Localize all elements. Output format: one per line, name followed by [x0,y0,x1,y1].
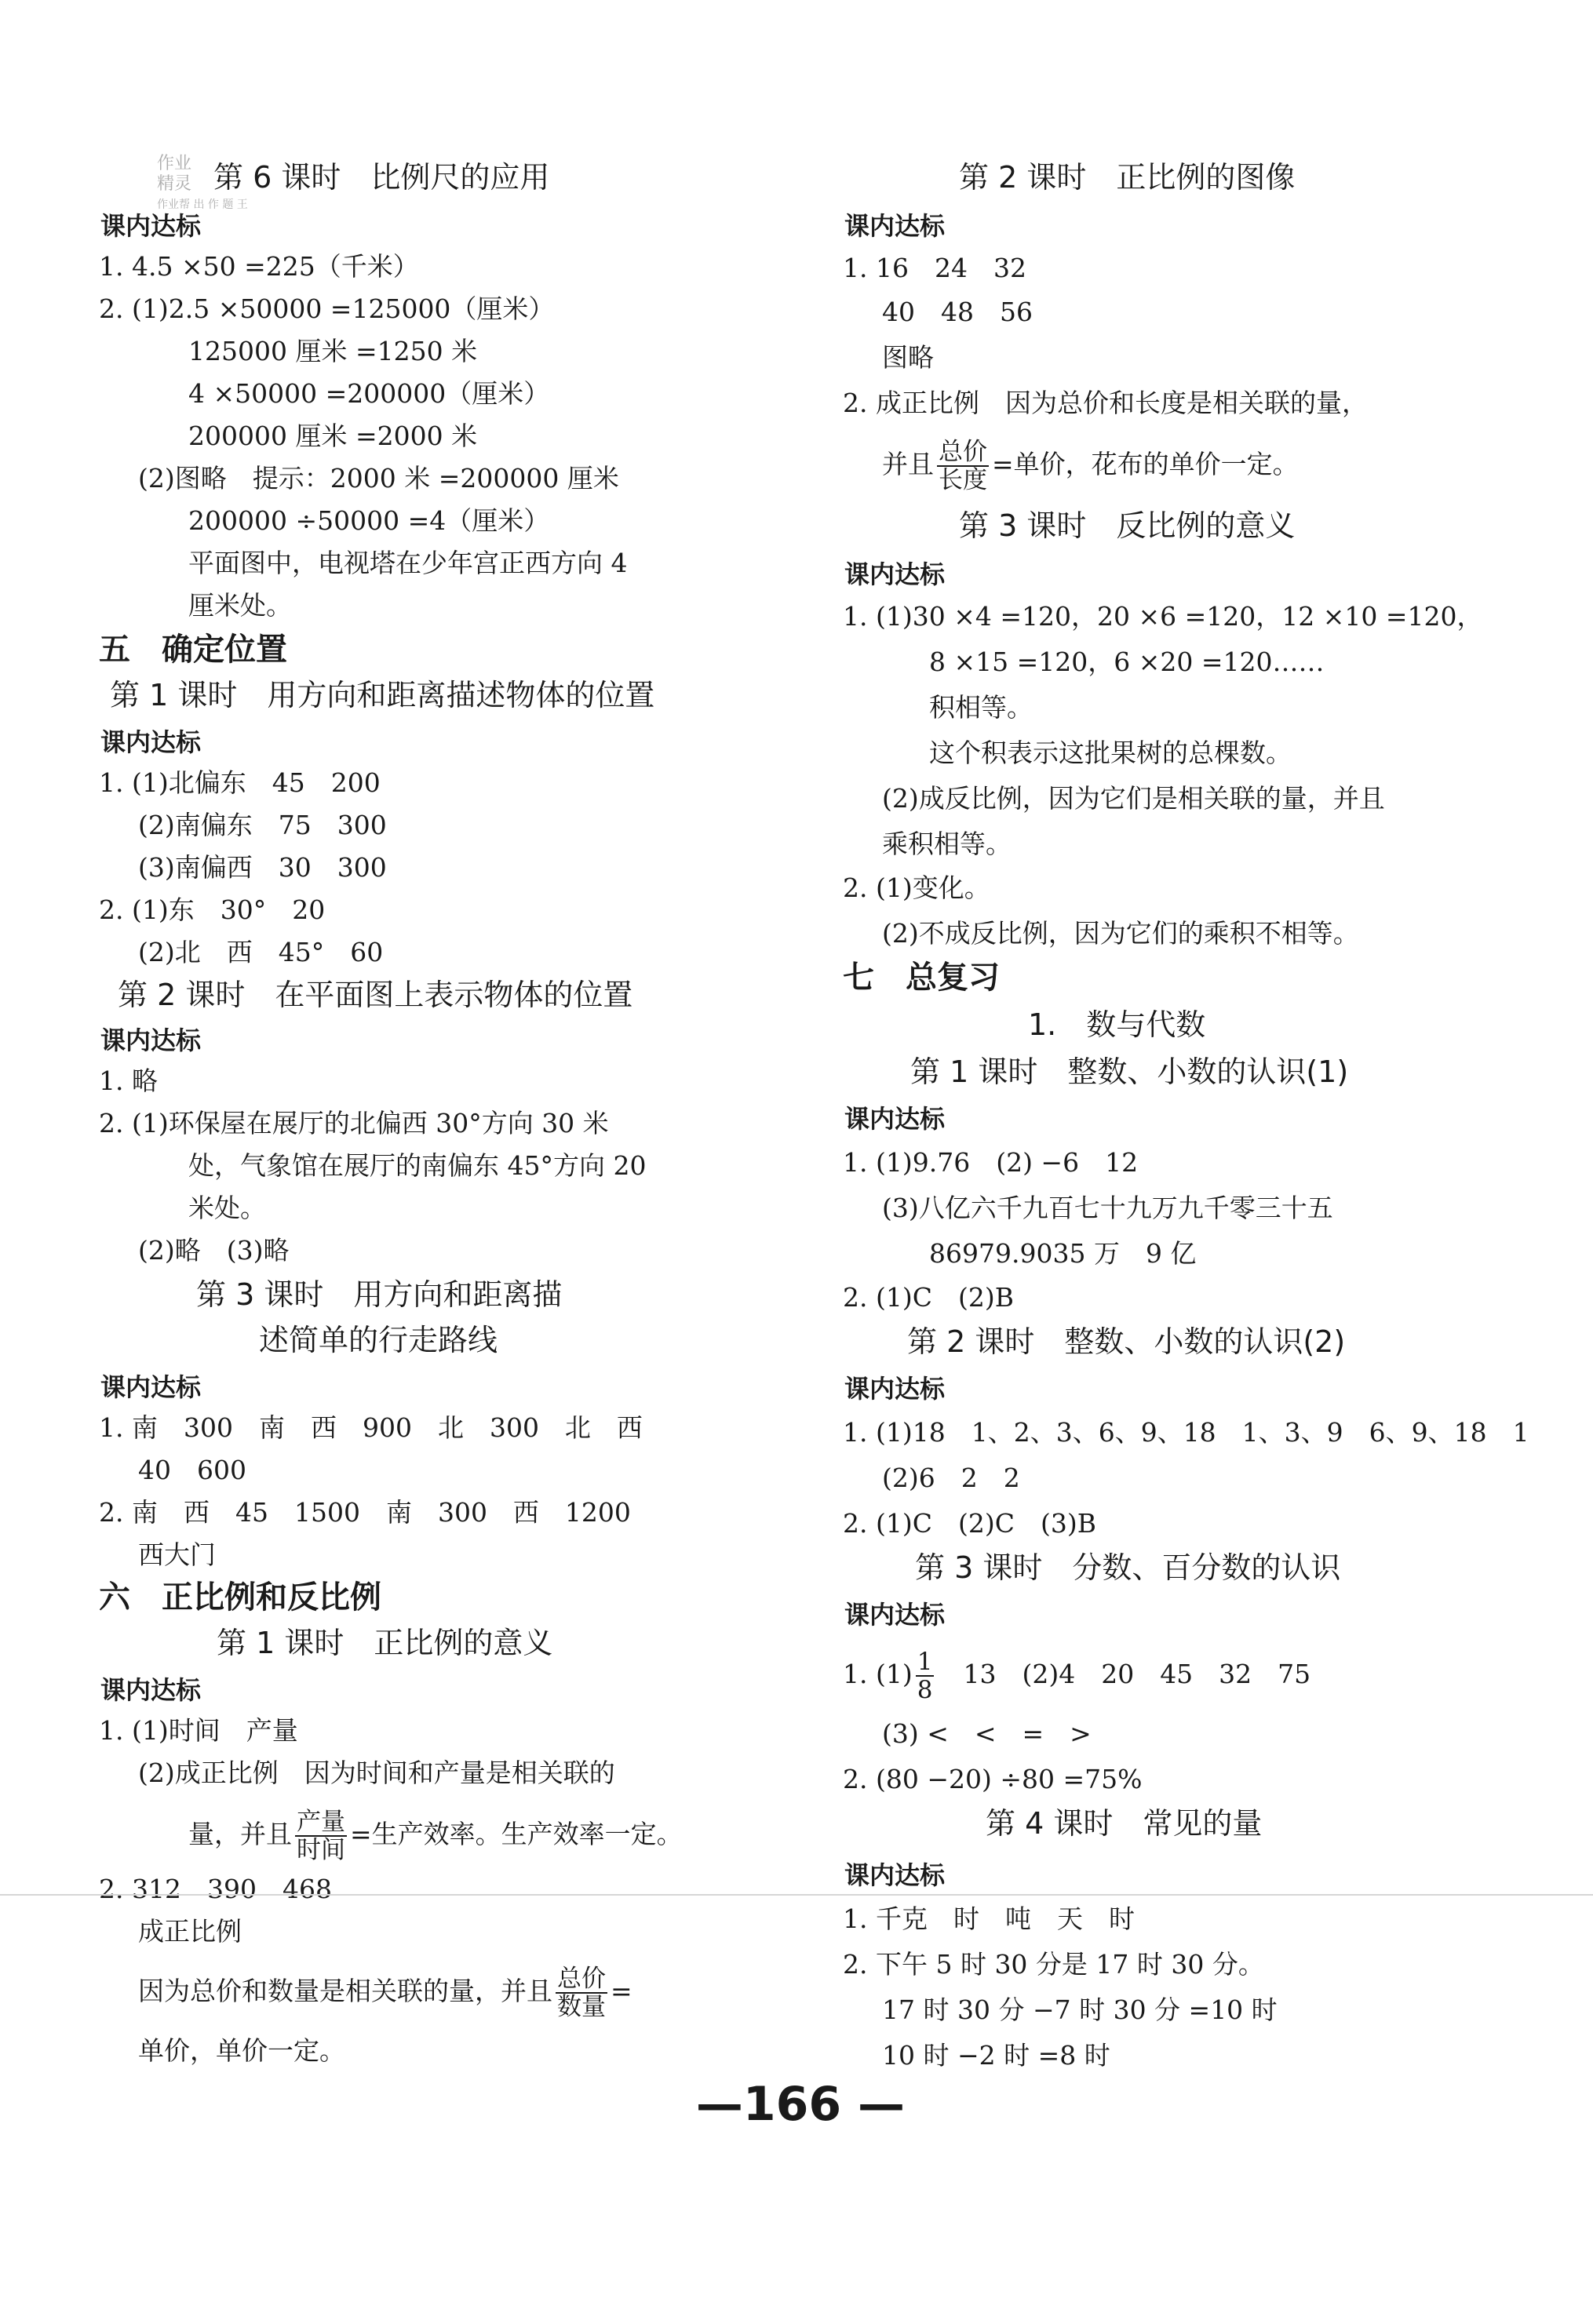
answer-line: 200000 ÷50000 =4（厘米） [188,505,550,536]
subheading: 课内达标 [100,727,202,757]
lesson-title: 第 2 课时 正比例的图像 [959,160,1296,195]
answer-line: (2)成正比例 因为时间和产量是相关联的 [138,1758,615,1788]
answer-line: 1. (1)北偏东 45 200 [99,767,381,798]
section-title: 五 确定位置 [99,632,287,668]
answer-line: 2. (1)C (2)C (3)B [843,1508,1096,1539]
lesson-title: 第 4 课时 常见的量 [986,1806,1263,1841]
answer-line: 乘积相等。 [882,829,1012,859]
page-fold-line [0,1894,1593,1896]
answer-line: 2. 成正比例 因为总价和长度是相关联的量， [843,388,1368,418]
answer-line: (3) < < = > [882,1718,1092,1749]
answer-line: 10 时 −2 时 =8 时 [882,2040,1110,2071]
answer-line: (2)北 西 45° 60 [138,937,384,967]
lesson-title: 第 2 课时 在平面图上表示物体的位置 [118,978,633,1012]
answer-line: 1. (1)18 1、2、3、6、9、18 1、3、9 6、9、18 1 [843,1417,1529,1448]
answer-line: 2. (1)环保屋在展厅的北偏西 30°方向 30 米 [99,1108,609,1138]
answer-line: 厘米处。 [188,590,292,621]
left-column [0,0,753,2324]
answer-line: 1. (1)30 ×4 =120，20 ×6 =120，12 ×10 =120， [843,601,1483,632]
fraction: $\frac{\text{总价}}{\text{数量}}$ [557,1965,606,2021]
subheading: 课内达标 [844,211,946,241]
answer-line: 8 ×15 =120，6 ×20 =120…… [929,647,1325,677]
answer-line: 成正比例 [138,1916,242,1947]
page-number: —166 — [695,2077,906,2132]
lesson-title: 第 1 课时 正比例的意义 [217,1626,553,1660]
subheading: 课内达标 [844,1104,946,1134]
answer-line: (2)图略 提示：2000 米 =200000 厘米 [138,463,619,494]
answer-line: 1. 千克 时 吨 天 时 [843,1903,1135,1934]
answer-line: 1. (1)9.76 (2) −6 12 [843,1147,1139,1178]
subheading: 课内达标 [844,1860,946,1890]
section-title: 六 正比例和反比例 [99,1579,381,1616]
answer-line: 单价，单价一定。 [138,2035,345,2066]
answer-line: (2)6 2 2 [882,1463,1020,1493]
subheading: 课内达标 [100,1372,202,1402]
lesson-title: 第 2 课时 整数、小数的认识(2) [907,1324,1346,1359]
answer-line: 1. (1)时间 产量 [99,1715,298,1746]
lesson-title: 第 3 课时 用方向和距离描 [196,1277,563,1312]
answer-line: 图略 [882,342,934,373]
fraction: $\frac{\text{总价}}{\text{长度}}$ [939,438,987,494]
answer-line: 2. (1)变化。 [843,872,990,903]
answer-line: (2)南偏东 75 300 [138,810,387,840]
subheading: 课内达标 [100,211,202,241]
answer-line: 2. 下午 5 时 30 分是 17 时 30 分。 [843,1949,1264,1980]
answer-line: 40 48 56 [882,297,1033,327]
answer-line: 17 时 30 分 −7 时 30 分 =10 时 [882,1994,1278,2025]
right-column [793,0,1546,2324]
answer-line: 40 600 [138,1455,246,1485]
subheading: 课内达标 [844,1374,946,1404]
answer-line-fraction: 量，并且 $\frac{\text{产量}}{\text{时间}}$ =生产效率。生产效率一定。 [188,1808,683,1864]
answer-line: 平面图中，电视塔在少年宫正西方向 4 [188,548,628,578]
answer-line-fraction: 1. (1) $\frac{1}{8}$ 13 (2)4 20 45 32 75 [843,1648,1311,1704]
lesson-title: 第 6 课时 比例尺的应用 [213,160,550,195]
answer-line-fraction: 并且 $\frac{\text{总价}}{\text{长度}}$ =单价，花布的单价一定。 [882,438,1299,494]
answer-line: 2. (1)C (2)B [843,1282,1014,1313]
answer-line: (3)八亿六千九百七十九万九千零三十五 [882,1193,1333,1223]
answer-line: 86979.9035 万 9 亿 [929,1238,1197,1269]
subsection-title: 1. 数与代数 [1028,1007,1206,1042]
subheading: 课内达标 [100,1675,202,1705]
answer-line: 1. 4.5 ×50 =225（千米） [99,251,419,282]
fraction: $\frac{1}{8}$ [917,1648,933,1704]
answer-line: 2. 南 西 45 1500 南 300 西 1200 [99,1497,631,1528]
section-title: 七 总复习 [843,960,1000,996]
answer-line: 1. 略 [99,1065,158,1096]
answer-line: 2. (1)2.5 ×50000 =125000（厘米） [99,293,555,324]
answer-line: 1. 16 24 32 [843,253,1026,283]
answer-line: 米处。 [188,1193,266,1223]
answer-line: 这个积表示这批果树的总棵数。 [929,738,1292,768]
answer-line: 2. (1)东 30° 20 [99,894,326,925]
answer-line: (3)南偏西 30 300 [138,852,387,883]
lesson-title: 第 1 课时 整数、小数的认识(1) [910,1055,1349,1089]
answer-line: 2. (80 −20) ÷80 =75% [843,1764,1143,1794]
answer-line: 处，气象馆在展厅的南偏东 45°方向 20 [188,1150,647,1181]
lesson-title: 第 3 课时 分数、百分数的认识 [915,1550,1341,1585]
subheading: 课内达标 [844,559,946,589]
answer-line: 积相等。 [929,692,1033,723]
lesson-title: 述简单的行走路线 [259,1323,498,1357]
answer-line-fraction: 因为总价和数量是相关联的量，并且 $\frac{\text{总价}}{\text{数量}}$ = [138,1965,632,2021]
answer-line: 1. 南 300 南 西 900 北 300 北 西 [99,1412,643,1443]
answer-line: 4 ×50000 =200000（厘米） [188,378,550,409]
answer-line: 2. 312 390 468 [99,1874,332,1904]
subheading: 课内达标 [100,1025,202,1055]
lesson-title: 第 1 课时 用方向和距离描述物体的位置 [110,678,655,712]
lesson-title: 第 3 课时 反比例的意义 [959,508,1296,543]
answer-line: 西大门 [138,1539,216,1570]
answer-line: 200000 厘米 =2000 米 [188,421,478,451]
answer-line: 125000 厘米 =1250 米 [188,336,478,366]
answer-line: (2)略 (3)略 [138,1235,290,1266]
subheading: 课内达标 [844,1600,946,1630]
answer-line: (2)成反比例，因为它们是相关联的量，并且 [882,783,1385,814]
watermark-stamp: 作业 精灵 作业帮 出 作 题 王 [157,154,248,211]
answer-line: (2)不成反比例，因为它们的乘积不相等。 [882,918,1359,949]
fraction: $\frac{\text{产量}}{\text{时间}}$ [297,1808,345,1864]
